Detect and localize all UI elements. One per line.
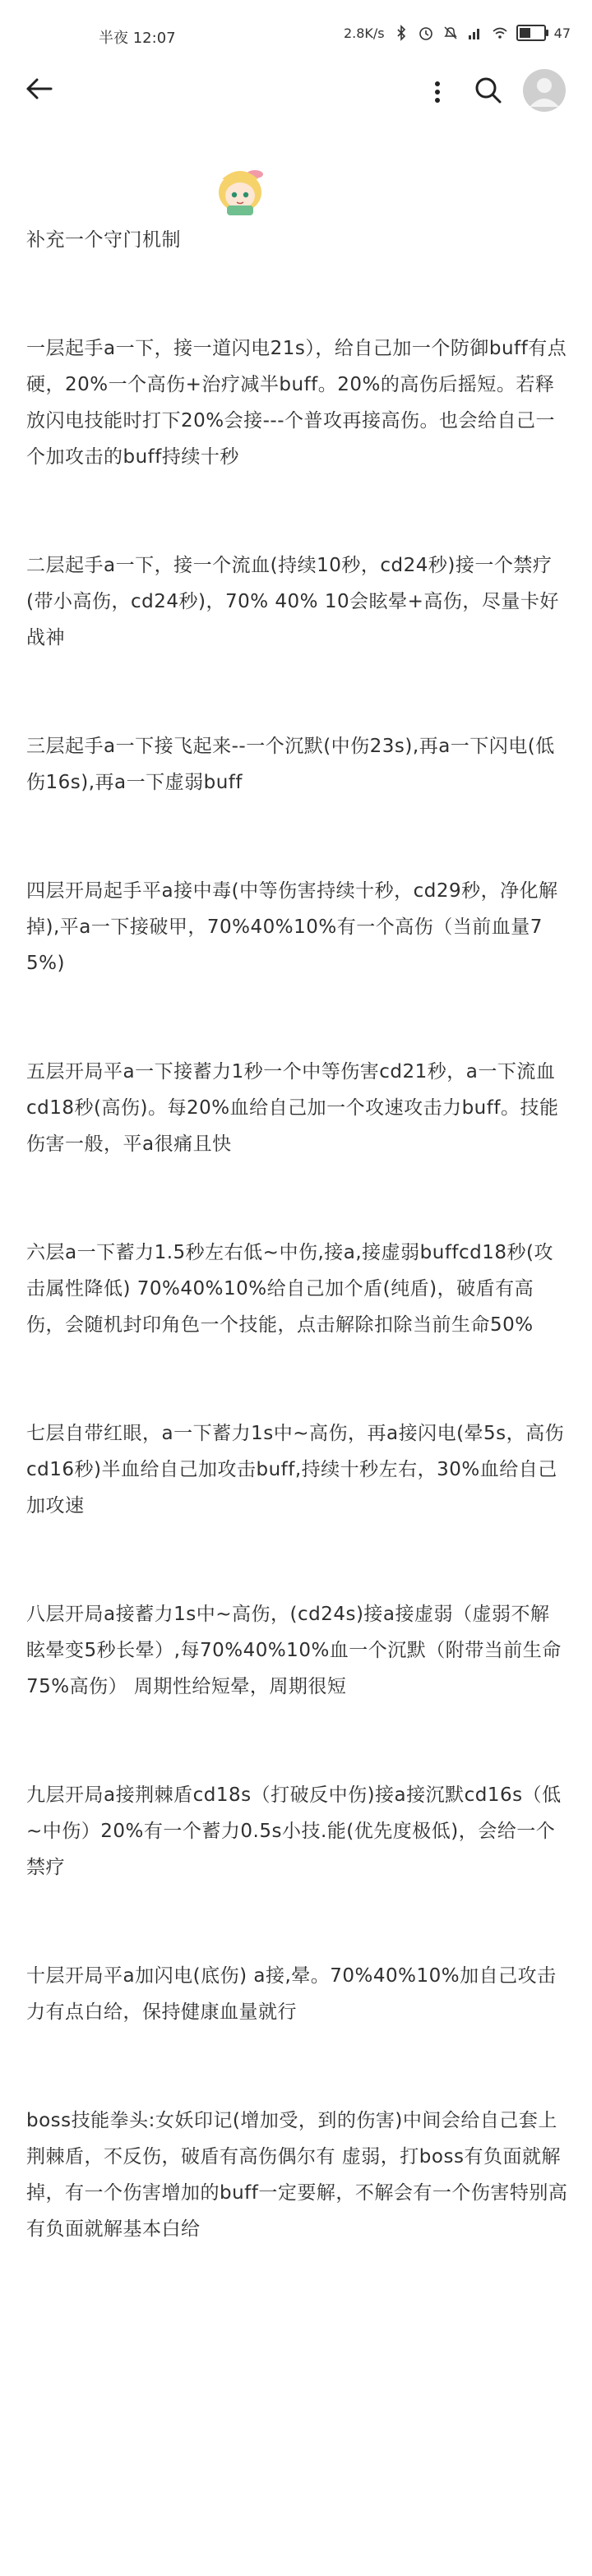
bluetooth-icon — [393, 25, 409, 41]
alarm-icon — [418, 25, 434, 41]
battery-icon — [516, 25, 546, 41]
floor-9-text: 九层开局a接荆棘盾cd18s（打破反中伤)接a接沉默cd16s（低~中伤）20%有一个蓄力0.5s小技.能(优先度极低)，会给一个禁疗 — [26, 1784, 562, 1878]
user-avatar[interactable] — [523, 69, 566, 112]
status-icons — [344, 25, 571, 41]
floor-1-text: 一层起手a一下，接一道闪电21s），给自己加一个防御buff有点硬，20%一个高伤+治疗减半buff。20%的高伤后摇短。若释放闪电技能时打下20%会接---个普攻再接高伤。也会给自己一个加攻击的buff持续十秒 — [26, 338, 567, 468]
floor-10-text: 十层开局平a加闪电(底伤) a接,晕。70%40%10%加自己攻击力有点白给，保持健康血量就行 — [26, 1965, 557, 2023]
search-icon[interactable] — [472, 74, 505, 107]
signal-icon — [467, 25, 483, 41]
floor-7-text: 七层自带红眼，a一下蓄力1s中~高伤，再a接闪电(晕5s，高伤cd16秒)半血给自己加攻击buff,持续十秒左右，30%血给自己加攻速 — [26, 1423, 565, 1517]
floor-3-text: 三层起手a一下接飞起来--一个沉默(中伤23s),再a一下闪电(低伤16s),再a一下虚弱buff — [26, 736, 555, 793]
arrow-left-icon[interactable] — [23, 72, 56, 105]
intro-text: 补充一个守门机制 — [26, 229, 181, 251]
floor-6-text: 六层a一下蓄力1.5秒左右低~中伤,接a,接虚弱buffcd18秒(攻击属性降低) 70%40%10%给自己加个盾(纯盾)，破盾有高伤，会随机封印角色一个技能，点击解除扣除当前生命50% — [26, 1242, 554, 1336]
network-speed: 2.8K/s — [343, 25, 385, 41]
mute-icon — [442, 25, 459, 41]
floor-5-text: 五层开局平a一下接蓄力1秒一个中等伤害cd21秒，a一下流血 cd18秒(高伤)。每20%血给自己加一个攻速攻击力buff。技能伤害一般，平a很痛且快 — [26, 1061, 559, 1155]
status-time: 半夜 12:07 — [99, 30, 176, 47]
vertical-dots-icon[interactable] — [421, 76, 454, 108]
battery-percent: 47 — [553, 25, 571, 41]
wifi-icon — [492, 25, 508, 41]
floor-8-text: 八层开局a接蓄力1s中~高伤，(cd24s)接a接虚弱（虚弱不解眩晕变5秒长晕）,每70%40%10%血一个沉默（附带当前生命75%高伤） 周期性给短晕，周期很短 — [26, 1604, 562, 1697]
anime-girl-sticker-icon — [207, 156, 273, 222]
floor-4-text: 四层开局起手平a接中毒(中等伤害持续十秒，cd29秒，净化解掉),平a一下接破甲，70%40%10%有一个高伤（当前血量75%) — [26, 880, 558, 974]
boss-text: boss技能拳头:女妖印记(增加受，到的伤害)中间会给自己套上荆棘盾，不反伤，破盾有高伤偶尔有 虚弱，打boss有负面就解掉，有一个伤害增加的buff一定要解，不解会有一个伤害特别高 有负面就解基本白给 — [26, 2110, 568, 2240]
post-content — [26, 156, 569, 2247]
status-bar — [0, 0, 592, 74]
user-avatar-icon — [523, 69, 566, 112]
floor-2-text: 二层起手a一下，接一个流血(持续10秒，cd24秒)接一个禁疗(带小高伤，cd24秒)，70% 40% 10会眩晕+高伤，尽量卡好战神 — [26, 555, 559, 649]
